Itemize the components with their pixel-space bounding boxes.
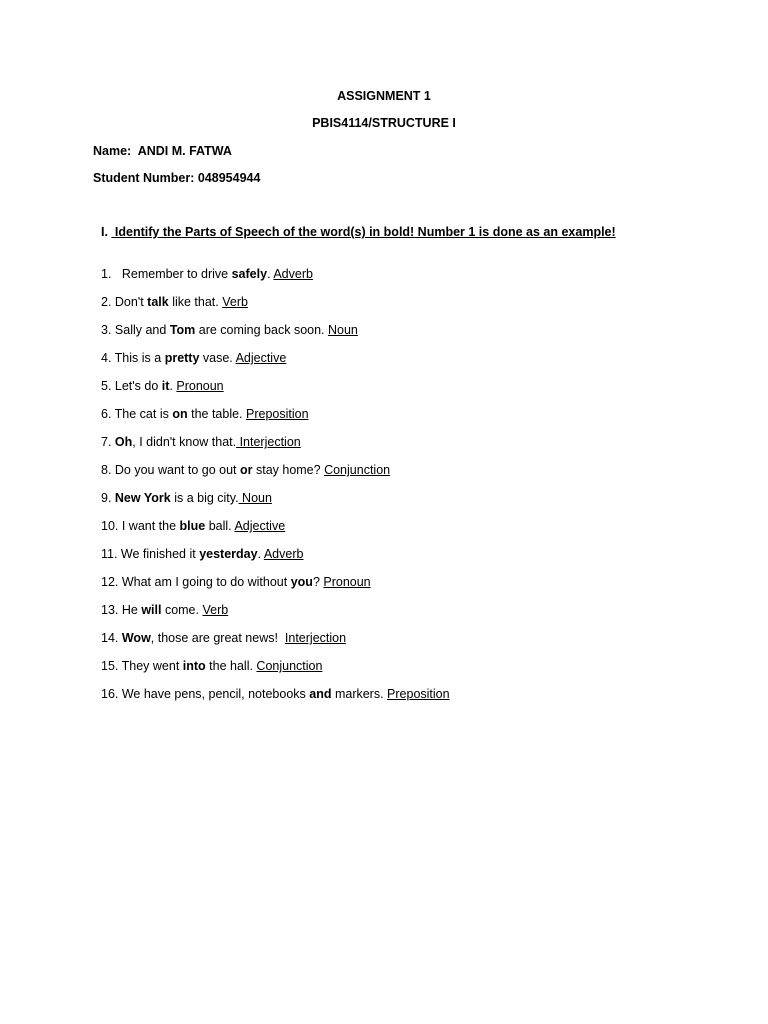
item-number: 13. <box>101 603 122 617</box>
item-text-before: He <box>121 603 142 617</box>
item-text-before: Let's do <box>114 379 162 393</box>
item-bold-word: talk <box>147 295 169 309</box>
item-answer: Verb <box>202 603 229 617</box>
item-text-after: . <box>169 379 177 393</box>
item-text-after: . <box>257 547 264 561</box>
item-text-after: is a big city. <box>170 491 239 505</box>
question-item <box>101 518 450 546</box>
question-item <box>101 490 450 518</box>
item-number: 9. <box>101 491 115 505</box>
item-number: 6. <box>101 407 115 421</box>
item-answer: Adjective <box>235 351 287 365</box>
item-bold-word: Oh <box>114 435 133 449</box>
name-value: ANDI M. FATWA <box>137 144 232 158</box>
student-number-line <box>93 171 260 185</box>
item-text-after: come. <box>161 603 203 617</box>
item-number: 8. <box>101 463 115 477</box>
item-bold-word: Tom <box>169 323 196 337</box>
item-number: 5. <box>101 379 115 393</box>
item-number: 15. <box>101 659 122 673</box>
item-text-after: ? <box>312 575 324 589</box>
item-text-before: I want the <box>121 519 180 533</box>
assignment-title: ASSIGNMENT 1 <box>337 89 431 103</box>
item-bold-word: safely <box>231 267 268 281</box>
item-answer: Conjunction <box>256 659 323 673</box>
item-bold-word: or <box>240 463 253 477</box>
item-text-after: stay home? <box>252 463 325 477</box>
course-code: PBIS4114/STRUCTURE I <box>312 116 456 130</box>
question-item <box>101 546 450 574</box>
item-answer: Preposition <box>387 687 450 701</box>
student-number-value: 048954944 <box>197 171 261 185</box>
item-text-after: markers. <box>331 687 388 701</box>
item-number: 1. <box>101 267 119 281</box>
item-number: 7. <box>101 435 115 449</box>
item-text-before: What am I going to do without <box>121 575 291 589</box>
item-text-after: . <box>267 267 274 281</box>
item-answer: Preposition <box>246 407 309 421</box>
item-answer: Adjective <box>234 519 286 533</box>
item-bold-word: yesterday <box>199 547 258 561</box>
item-bold-word: you <box>290 575 313 589</box>
item-bold-word: Wow <box>121 631 151 645</box>
item-bold-word: New York <box>114 491 171 505</box>
item-text-after: the table. <box>187 407 246 421</box>
item-number: 4. <box>101 351 115 365</box>
item-bold-word: on <box>172 407 188 421</box>
item-text-before: We finished it <box>120 547 200 561</box>
item-number: 2. <box>101 295 115 309</box>
question-item <box>101 406 450 434</box>
item-answer: Noun <box>238 491 272 505</box>
item-bold-word: into <box>182 659 206 673</box>
item-text-before: This is a <box>114 351 165 365</box>
item-text-after: are coming back soon. <box>195 323 328 337</box>
item-number: 11. <box>101 547 121 561</box>
item-text-before: Sally and <box>114 323 170 337</box>
item-answer: Pronoun <box>323 575 371 589</box>
instruction <box>101 225 616 239</box>
question-item <box>101 462 450 490</box>
item-text-after: the hall. <box>205 659 257 673</box>
student-name-line <box>93 144 232 158</box>
item-answer: Verb <box>222 295 248 309</box>
item-number: 12. <box>101 575 122 589</box>
item-answer: Pronoun <box>176 379 224 393</box>
item-answer: Adverb <box>263 547 304 561</box>
question-item <box>101 602 450 630</box>
item-text-after: , those are great news! <box>150 631 285 645</box>
question-item <box>101 322 450 350</box>
item-text-before: Don't <box>114 295 148 309</box>
name-label: Name: <box>93 144 138 158</box>
item-answer: Noun <box>328 323 358 337</box>
item-number: 10. <box>101 519 122 533</box>
item-text-before: Remember to drive <box>118 267 232 281</box>
item-text-before: The cat is <box>114 407 173 421</box>
question-list <box>101 266 450 714</box>
item-bold-word: it <box>161 379 170 393</box>
item-bold-word: will <box>141 603 162 617</box>
item-answer: Conjunction <box>324 463 391 477</box>
question-item <box>101 294 450 322</box>
item-text-after: ball. <box>205 519 235 533</box>
item-text-after: vase. <box>199 351 236 365</box>
item-answer: Interjection <box>236 435 301 449</box>
student-number-label: Student Number: <box>93 171 198 185</box>
item-text-before: We have pens, pencil, notebooks <box>121 687 310 701</box>
item-answer: Adverb <box>273 267 313 281</box>
question-item <box>101 266 450 294</box>
item-number: 14. <box>101 631 122 645</box>
question-item <box>101 378 450 406</box>
item-number: 3. <box>101 323 115 337</box>
instruction-prefix: I. <box>101 225 112 239</box>
item-text-after: , I didn't know that. <box>132 435 237 449</box>
question-item <box>101 350 450 378</box>
question-item <box>101 658 450 686</box>
item-text-before: Do you want to go out <box>114 463 240 477</box>
question-item <box>101 434 450 462</box>
item-text-before: They went <box>121 659 183 673</box>
instruction-text: Identify the Parts of Speech of the word(s) in bold! Number 1 is done as an example! <box>111 225 616 239</box>
item-bold-word: blue <box>179 519 206 533</box>
question-item <box>101 574 450 602</box>
item-answer: Interjection <box>284 631 347 645</box>
question-item <box>101 630 450 658</box>
item-number: 16. <box>101 687 122 701</box>
question-item <box>101 686 450 714</box>
item-bold-word: pretty <box>164 351 200 365</box>
item-bold-word: and <box>309 687 332 701</box>
item-text-after: like that. <box>168 295 223 309</box>
